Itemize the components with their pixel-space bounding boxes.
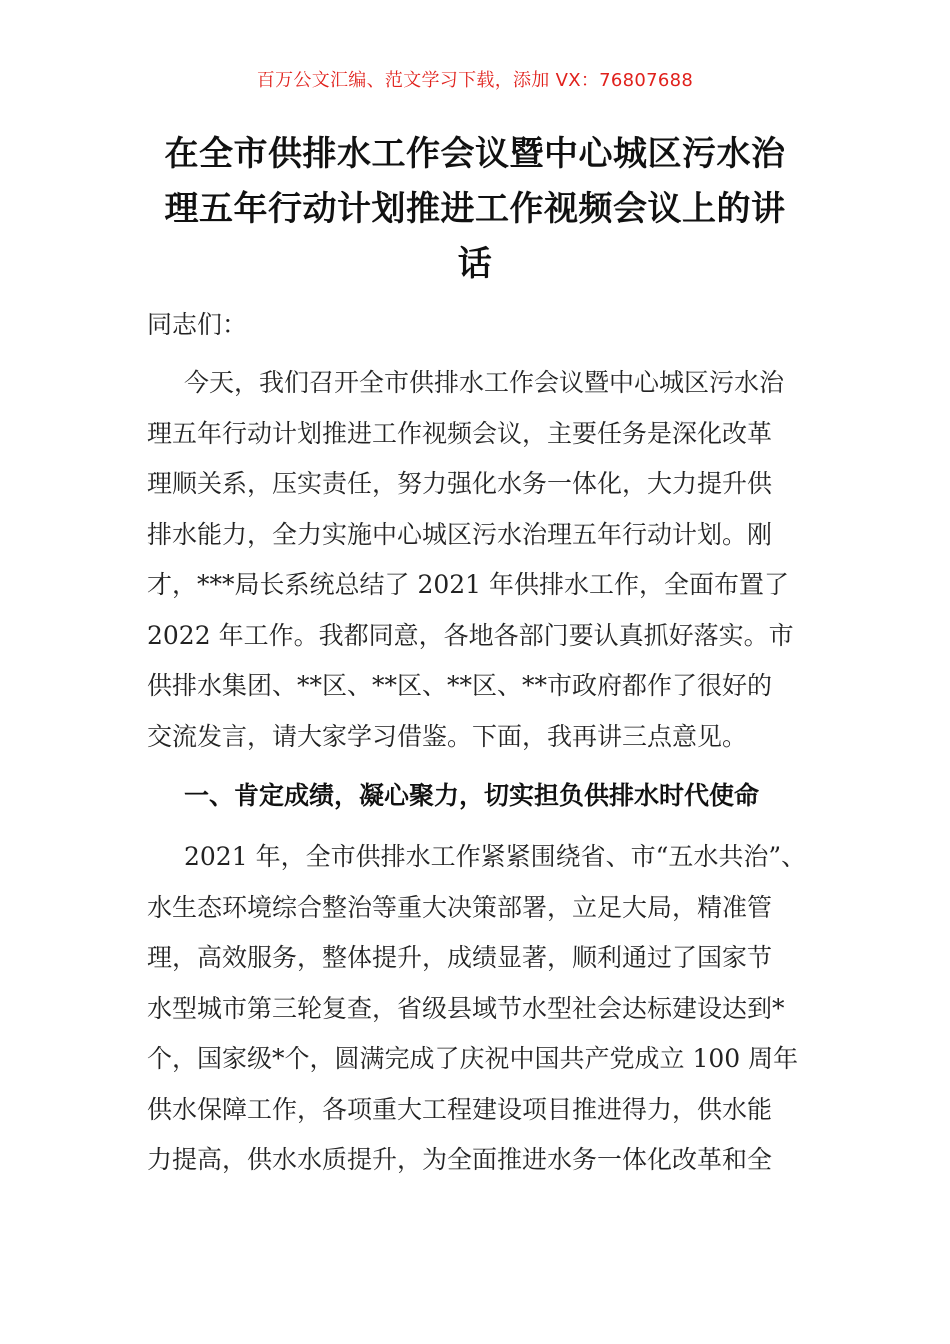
paragraph-line: 水生态环境综合整治等重大决策部署，立足大局，精准管 <box>147 892 773 922</box>
paragraph-line: 今天，我们召开全市供排水工作会议暨中心城区污水治 <box>184 368 785 397</box>
watermark-text: 百万公文汇编、范文学习下载，添加 VX：76807688 <box>256 70 694 91</box>
title-line: 理五年行动计划推进工作视频会议上的讲 <box>164 189 786 229</box>
paragraph-line: 供排水集团、**区、**区、**区、**市政府都作了很好的 <box>147 671 773 700</box>
paragraph-line: 理，高效服务，整体提升，成绩显著，顺利通过了国家节 <box>147 943 773 972</box>
paragraph-line: 力提高，供水水质提升，为全面推进水务一体化改革和全 <box>147 1145 773 1174</box>
paragraph-1 <box>147 358 807 762</box>
title-line: 在全市供排水工作会议暨中心城区污水治 <box>164 134 786 174</box>
paragraph-line: 个，国家级*个，圆满完成了庆祝中国共产党成立 100 周年 <box>147 1044 799 1073</box>
title-line: 话 <box>457 244 493 284</box>
paragraph-line: 2022 年工作。我都同意，各地各部门要认真抓好落实。市 <box>147 620 794 650</box>
section-heading-1: 一、肯定成绩，凝心聚力，切实担负供排水时代使命 <box>184 781 760 810</box>
greeting: 同志们： <box>147 310 248 339</box>
paragraph-line: 排水能力，全力实施中心城区污水治理五年行动计划。刚 <box>147 519 773 549</box>
paragraph-line: 理顺关系，压实责任，努力强化水务一体化，大力提升供 <box>147 469 773 498</box>
document-title <box>140 127 810 292</box>
paragraph-line: 理五年行动计划推进工作视频会议，主要任务是深化改革 <box>147 418 773 448</box>
paragraph-line: 2021 年，全市供排水工作紧紧围绕省、市“五水共治”、 <box>184 842 807 871</box>
paragraph-line: 供水保障工作，各项重大工程建设项目推进得力，供水能 <box>147 1094 773 1124</box>
paragraph-line: 才，***局长系统总结了 2021 年供排水工作，全面布置了 <box>147 570 790 599</box>
paragraph-line: 水型城市第三轮复查，省级县域节水型社会达标建设达到* <box>147 993 785 1023</box>
paragraph-2 <box>147 832 807 1186</box>
paragraph-line: 交流发言，请大家学习借鉴。下面，我再讲三点意见。 <box>147 721 748 751</box>
